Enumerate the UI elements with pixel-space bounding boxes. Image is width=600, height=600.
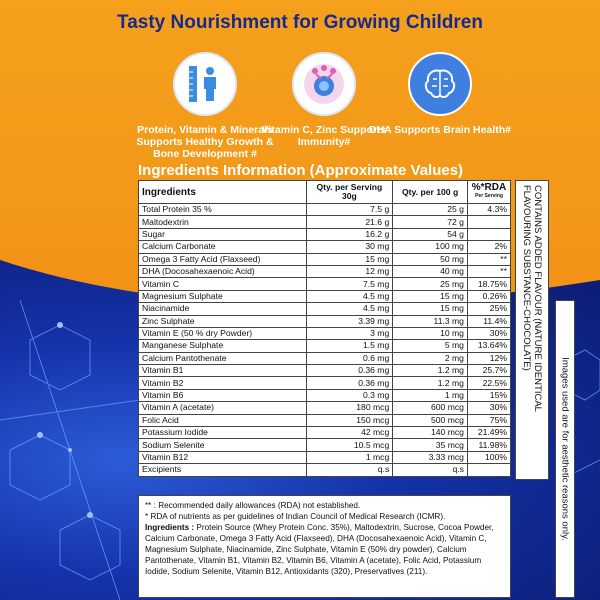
rda-value: 12% (467, 352, 510, 364)
table-row (139, 204, 511, 216)
qty-per-100g: 5 mg (393, 340, 468, 352)
table-row (139, 389, 511, 401)
rda-value: 30% (467, 327, 510, 339)
table-row (139, 414, 511, 426)
qty-per-100g: 15 mg (393, 303, 468, 315)
ingredients-table (138, 180, 511, 477)
qty-per-serving: 0.6 mg (306, 352, 393, 364)
ingredient-name: Zinc Sulphate (139, 315, 307, 327)
qty-per-serving: q.s (306, 464, 393, 476)
ingredient-name: Calcium Pantothenate (139, 352, 307, 364)
qty-per-100g: 500 mcg (393, 414, 468, 426)
table-row (139, 427, 511, 439)
ingredients-list: Ingredients : Protein Source (Whey Protein Conc. 35%), Maltodextrin, Sucrose, Cocoa Powder, Calcium Carbonate, Omega 3 Fatty Acid (Flaxseed), DHA (Docosahexaenoic Acid), Vitamin C, Magnesium Sulphate, Niacinamide, Zinc Sulphate, Vitamin E (50% dry powder), Calcium Pantothenate, Vitamin B1, Vitamin B2, Vitamin B6, Vitamin A (acetate), Folic Acid, Potassium Iodide, Sodium Selenite, Vitamin B12, Antioxidants (320), Preservatives (211). (145, 523, 494, 576)
rda-value (467, 216, 510, 228)
ingredient-name: Vitamin E (50 % dry Powder) (139, 327, 307, 339)
table-row (139, 451, 511, 463)
header-per-100g: Qty. per 100 g (393, 181, 468, 204)
header-rda: %*RDA Per Serving (467, 181, 510, 204)
rda-value: 2% (467, 241, 510, 253)
qty-per-serving: 15 mg (306, 253, 393, 265)
flavour-note: CONTAINS ADDED FLAVOUR (NATURE IDENTICAL FLAVOURING SUBSTANCE-CHOCOLATE) (521, 185, 543, 412)
ingredient-name: Excipients (139, 464, 307, 476)
qty-per-100g: 1.2 mg (393, 377, 468, 389)
aesthetic-note: Images used are for aesthetic reasons only. (559, 357, 571, 541)
rda-value: 11.98% (467, 439, 510, 451)
qty-per-serving: 1.5 mg (306, 340, 393, 352)
ingredient-name: DHA (Docosahexaenoic Acid) (139, 265, 307, 277)
ingredient-name: Vitamin B12 (139, 451, 307, 463)
rda-value: 0.26% (467, 290, 510, 302)
ingredient-name: Calcium Carbonate (139, 241, 307, 253)
table-row (139, 402, 511, 414)
flavour-note-box (515, 180, 549, 480)
qty-per-100g: 40 mg (393, 265, 468, 277)
feature-brain-label: DHA Supports Brain Health# (369, 124, 511, 136)
ingredient-name: Potassium Iodide (139, 427, 307, 439)
feature-brain (365, 52, 515, 136)
qty-per-100g: 10 mg (393, 327, 468, 339)
brain-icon (408, 52, 472, 116)
ingredient-name: Vitamin A (acetate) (139, 402, 307, 414)
rda-value: 100% (467, 451, 510, 463)
ingredient-name: Sugar (139, 228, 307, 240)
table-row (139, 377, 511, 389)
rda-value: ** (467, 265, 510, 277)
qty-per-100g: 72 g (393, 216, 468, 228)
ingredient-name: Niacinamide (139, 303, 307, 315)
ingredient-name: Sodium Selenite (139, 439, 307, 451)
notes-box (138, 495, 511, 598)
rda-value: 25.7% (467, 365, 510, 377)
rda-value: 4.3% (467, 204, 510, 216)
qty-per-serving: 7.5 g (306, 204, 393, 216)
rda-value (467, 464, 510, 476)
qty-per-100g: q.s (393, 464, 468, 476)
qty-per-100g: 35 mcg (393, 439, 468, 451)
qty-per-100g: 3.33 mcg (393, 451, 468, 463)
qty-per-serving: 150 mcg (306, 414, 393, 426)
qty-per-100g: 50 mg (393, 253, 468, 265)
qty-per-serving: 21.6 g (306, 216, 393, 228)
table-row (139, 228, 511, 240)
ingredient-name: Manganese Sulphate (139, 340, 307, 352)
rda-value: 18.75% (467, 278, 510, 290)
feature-immunity-label: Vitamin C, Zinc Supports Immunity# (261, 124, 387, 148)
table-row (139, 365, 511, 377)
table-row (139, 253, 511, 265)
ingredient-name: Total Protein 35 % (139, 204, 307, 216)
ingredient-name: Folic Acid (139, 414, 307, 426)
table-row (139, 340, 511, 352)
rda-value: 15% (467, 389, 510, 401)
table-row (139, 278, 511, 290)
rda-value: 25% (467, 303, 510, 315)
ingredient-name: Vitamin B1 (139, 365, 307, 377)
table-row (139, 327, 511, 339)
qty-per-100g: 15 mg (393, 290, 468, 302)
immunity-shield-icon (292, 52, 356, 116)
qty-per-100g: 1 mg (393, 389, 468, 401)
qty-per-serving: 12 mg (306, 265, 393, 277)
rda-value: 13.64% (467, 340, 510, 352)
table-row (139, 265, 511, 277)
ingredient-name: Omega 3 Fatty Acid (Flaxseed) (139, 253, 307, 265)
rda-value: 75% (467, 414, 510, 426)
table-row (139, 216, 511, 228)
rda-value: 21.49% (467, 427, 510, 439)
network-pattern (0, 300, 140, 600)
qty-per-serving: 42 mcg (306, 427, 393, 439)
qty-per-serving: 10.5 mcg (306, 439, 393, 451)
qty-per-serving: 0.36 mg (306, 377, 393, 389)
qty-per-100g: 54 g (393, 228, 468, 240)
header-ingredients: Ingredients (139, 181, 307, 204)
qty-per-100g: 600 mcg (393, 402, 468, 414)
qty-per-100g: 25 g (393, 204, 468, 216)
qty-per-100g: 11.3 mg (393, 315, 468, 327)
rda-value: 30% (467, 402, 510, 414)
qty-per-serving: 1 mcg (306, 451, 393, 463)
ingredient-name: Magnesium Sulphate (139, 290, 307, 302)
qty-per-serving: 0.3 mg (306, 389, 393, 401)
table-row (139, 315, 511, 327)
ingredient-name: Vitamin C (139, 278, 307, 290)
qty-per-100g: 140 mcg (393, 427, 468, 439)
qty-per-serving: 0.36 mg (306, 365, 393, 377)
qty-per-100g: 1.2 mg (393, 365, 468, 377)
rda-value: ** (467, 253, 510, 265)
qty-per-serving: 7.5 mg (306, 278, 393, 290)
table-row (139, 464, 511, 476)
table-row (139, 352, 511, 364)
feature-growth-label: Protein, Vitamin & Minerals Supports Healthy Growth & Bone Development # (136, 124, 274, 160)
rda-value: 11.4% (467, 315, 510, 327)
rda-value (467, 228, 510, 240)
qty-per-100g: 25 mg (393, 278, 468, 290)
table-row (139, 439, 511, 451)
aesthetic-note-box (555, 300, 575, 598)
qty-per-serving: 4.5 mg (306, 303, 393, 315)
qty-per-serving: 180 mcg (306, 402, 393, 414)
qty-per-serving: 4.5 mg (306, 290, 393, 302)
qty-per-serving: 16.2 g (306, 228, 393, 240)
note-rda-icmr: * RDA of nutrients as per guidelines of Indian Council of Medical Research (ICMR). (145, 512, 446, 521)
table-header-row (139, 181, 511, 204)
ingredient-name: Vitamin B6 (139, 389, 307, 401)
table-row (139, 290, 511, 302)
ingredient-name: Vitamin B2 (139, 377, 307, 389)
table-row (139, 241, 511, 253)
header-per-serving: Qty. per Serving 30g (306, 181, 393, 204)
qty-per-serving: 3 mg (306, 327, 393, 339)
page-title: Tasty Nourishment for Growing Children (117, 12, 483, 33)
ingredient-name: Maltodextrin (139, 216, 307, 228)
table-row (139, 303, 511, 315)
qty-per-100g: 100 mg (393, 241, 468, 253)
qty-per-serving: 3.39 mg (306, 315, 393, 327)
qty-per-serving: 30 mg (306, 241, 393, 253)
qty-per-100g: 2 mg (393, 352, 468, 364)
note-rda-not-established: ** : Recommended daily allowances (RDA) not established. (145, 501, 361, 510)
rda-value: 22.5% (467, 377, 510, 389)
section-title: Ingredients Information (Approximate Values) (138, 162, 464, 179)
growth-chart-icon (173, 52, 237, 116)
